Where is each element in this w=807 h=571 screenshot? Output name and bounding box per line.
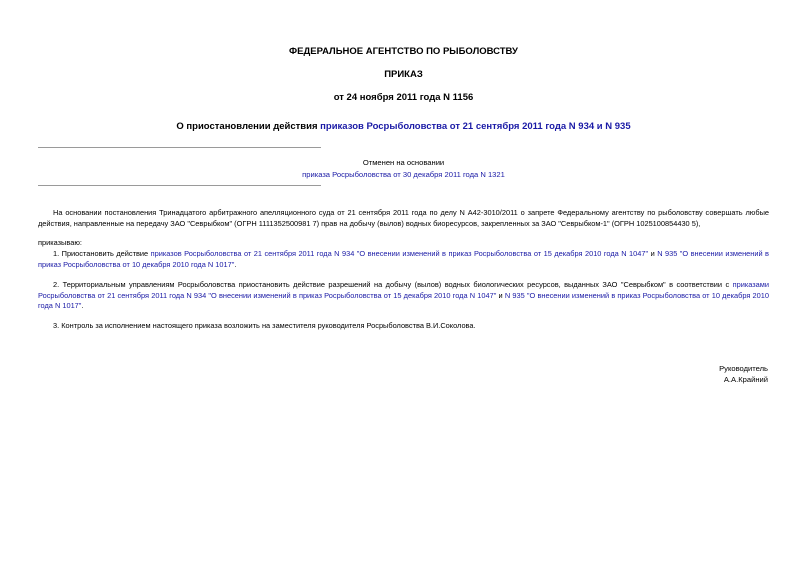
title-prefix: О приостановлении действия <box>176 121 321 132</box>
date-line: от 24 ноября 2011 года N 1156 <box>333 92 474 103</box>
signature-name: А.А.Крайний <box>723 375 768 384</box>
item2-text-1: 2. Территориальным управлениям Росрыболовства приостановить действие разрешений на добычу (вылов) водных биологических ресурсов, выданных ЗАО "Севрыбком" в соответствии с <box>53 280 733 289</box>
doc-type-heading: ПРИКАЗ <box>384 69 423 80</box>
item2-text-2: и <box>496 290 505 300</box>
item1-text-3: . <box>234 259 237 269</box>
item2-link-934[interactable]: приказами Росрыболовства от 21 сентября 2011 года N 934 "О внесении изменений в приказ Росрыболовства от 15 декабря 2010 года N 1047" <box>38 280 769 300</box>
order-item-3: 3. Контроль за исполнением настоящего приказа возложить на заместителя руководителя Росрыболовства В.И.Соколова. <box>53 321 476 330</box>
signature-position: Руководитель <box>719 364 768 373</box>
cancel-note <box>0 157 807 181</box>
signature-block <box>719 363 768 385</box>
order-word: приказываю: <box>38 238 82 247</box>
document-title <box>0 121 807 132</box>
item2-text-3: . <box>81 301 84 311</box>
divider-top <box>38 147 321 148</box>
divider-bottom <box>38 185 321 186</box>
cancel-note-text: Отменен на основании <box>362 158 445 167</box>
preamble-paragraph: На основании постановления Тринадцатого арбитражного апелляционного суда от 21 сентября 2011 года по делу N А42-3010/2011 о запрете Федеральному агентству по рыболовству совершать любые действия, направленные на передачу ЗАО "Севрыбком" (ОГРН 1111352500981 7) прав на добычу (вылов) водных биоресурсов, закрепленных за ЗАО "Севрыбком-1" (ОГРН 1025100854430 5), <box>38 208 769 228</box>
item1-text-1: 1. Приостановить действие <box>53 249 151 258</box>
item2-link-935[interactable]: N 935 "О внесении изменений в приказ Росрыболовства от 10 декабря 2010 года N 1017" <box>38 290 769 311</box>
item1-link-934[interactable]: приказов Росрыболовства от 21 сентября 2011 года N 934 "О внесении изменений в приказ Росрыболовства от 15 декабря 2010 года N 1047" <box>150 249 649 258</box>
item1-link-935[interactable]: N 935 "О внесении изменений в приказ Росрыболовства от 10 декабря 2010 года N 1017" <box>38 249 769 269</box>
item1-text-2: и <box>648 249 658 258</box>
title-link[interactable]: приказов Росрыболовства от 21 сентября 2011 года N 934 и N 935 <box>320 121 631 132</box>
order-item-2 <box>38 280 769 312</box>
agency-heading: ФЕДЕРАЛЬНОЕ АГЕНТСТВО ПО РЫБОЛОВСТВУ <box>289 46 518 57</box>
cancel-note-link[interactable]: приказа Росрыболовства от 30 декабря 2011 года N 1321 <box>302 170 505 179</box>
order-item-1 <box>38 249 769 270</box>
